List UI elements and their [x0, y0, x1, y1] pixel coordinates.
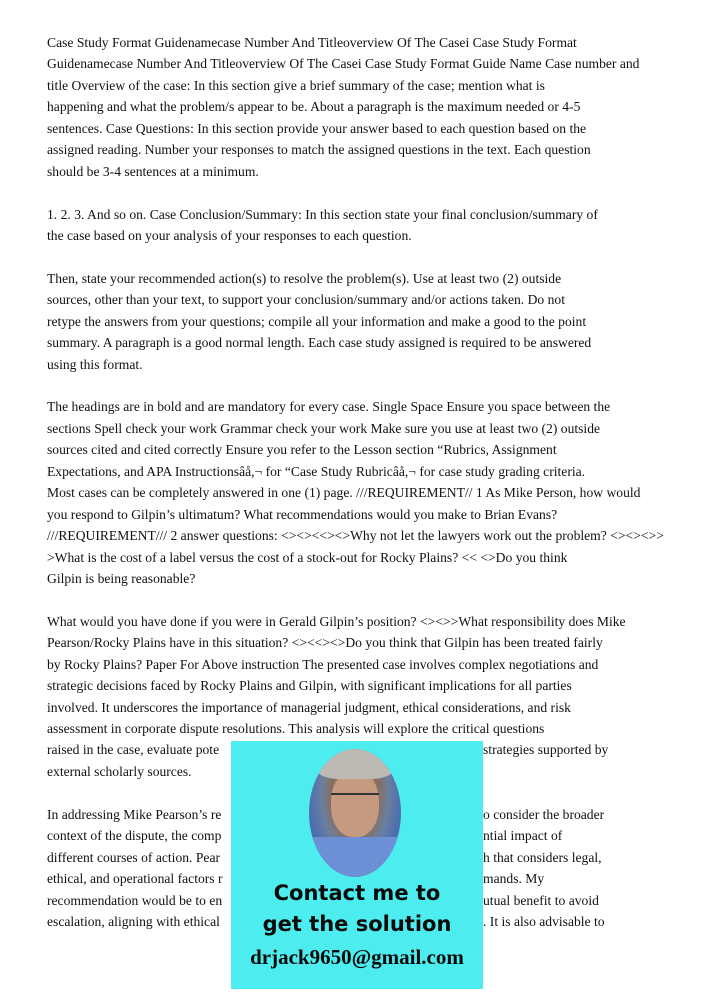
text-line: Case Study Format Guidenamecase Number And Titleoverview Of The Casei Case Study Format	[47, 35, 577, 50]
text-line: assessment in corporate dispute resolutions. This analysis will explore the critical questions	[47, 721, 545, 736]
text-fragment-right: o consider the broader	[483, 806, 605, 822]
text-fragment-right: utual benefit to avoid	[483, 892, 599, 908]
text-line: sources, other than your text, to support your conclusion/summary and/or actions taken. Do not	[47, 292, 565, 308]
paragraph-gap	[47, 375, 707, 396]
text-fragment-left: context of the dispute, the comp	[47, 828, 222, 844]
text-line: involved. It underscores the importance of managerial judgment, ethical considerations, and risk	[47, 699, 571, 715]
text-fragment-right: h that considers legal,	[483, 849, 602, 865]
text-fragment-left: escalation, aligning with ethical	[47, 913, 220, 929]
text-fragment-left: recommendation would be to en	[47, 892, 223, 908]
author-photo	[309, 749, 401, 877]
text-line: title Overview of the case: In this section give a brief summary of the case; mention what is	[47, 77, 545, 93]
text-line: ///REQUIREMENT/// 2 answer questions: <><><<><>Why not let the lawyers work out the problem? <><><>>	[47, 528, 664, 544]
text-line: sources cited and cited correctly Ensure you refer to the Lesson section “Rubrics, Assignment	[47, 442, 557, 458]
text-line: >What is the cost of a label versus the cost of a stock-out for Rocky Plains? << <>Do you think	[47, 549, 568, 565]
text-line: should be 3-4 sentences at a minimum.	[47, 163, 259, 179]
text-line: The headings are in bold and are mandatory for every case. Single Space Ensure you space between the	[47, 399, 611, 415]
text-fragment-left: raised in the case, evaluate pote	[47, 742, 220, 758]
ad-line-2: get the solution	[262, 912, 452, 936]
text-fragment-right: mands. My	[483, 871, 545, 887]
text-line: strategic decisions faced by Rocky Plains and Gilpin, with significant implications for all parties	[47, 678, 572, 694]
paragraph	[47, 204, 707, 247]
contact-ad-banner[interactable]	[231, 741, 483, 989]
text-line: by Rocky Plains? Paper For Above instruction The presented case involves complex negotiations and	[47, 656, 599, 672]
text-line: summary. A paragraph is a good normal length. Each case study assigned is required to be answered	[47, 335, 592, 351]
text-line: retype the answers from your questions; compile all your information and make a good to the point	[47, 313, 587, 329]
text-line: 1. 2. 3. And so on. Case Conclusion/Summary: In this section state your final conclusion/summary of	[47, 206, 598, 222]
text-line: What would you have done if you were in Gerald Gilpin’s position? <><>>What responsibility does Mike	[47, 613, 626, 629]
text-line: Most cases can be completely answered in one (1) page. ///REQUIREMENT// 1 As Mike Person, how would	[47, 485, 641, 501]
text-line: Gilpin is being reasonable?	[47, 570, 196, 586]
paragraph	[47, 32, 707, 182]
text-line: happening and what the problem/s appear to be. About a paragraph is the maximum needed or 4-5	[47, 99, 581, 115]
text-line: Then, state your recommended action(s) to resolve the problem(s). Use at least two (2) outside	[47, 270, 562, 286]
paragraph-gap	[47, 246, 707, 267]
paragraph	[47, 396, 707, 589]
text-line: sections Spell check your work Grammar check your work Make sure you use at least two (2) outside	[47, 420, 601, 436]
text-line: assigned reading. Number your responses to match the assigned questions in the text. Each question	[47, 142, 591, 158]
text-line: sentences. Case Questions: In this section provide your answer based to each question based on the	[47, 120, 587, 136]
paragraph-gap	[47, 589, 707, 610]
text-fragment-left: different courses of action. Pear	[47, 849, 221, 865]
text-fragment-right: . It is also advisable to	[483, 913, 605, 929]
text-fragment-left: ethical, and operational factors r	[47, 871, 223, 887]
ad-line-1: Contact me to	[273, 881, 441, 905]
text-fragment-left: external scholarly sources.	[47, 763, 192, 779]
text-line: Pearson/Rocky Plains have in this situation? <><<><>Do you think that Gilpin has been treated fairly	[47, 635, 603, 651]
text-fragment-right: ntial impact of	[483, 828, 563, 844]
text-fragment-right: strategies supported by	[483, 742, 609, 758]
text-line: you respond to Gilpin’s ultimatum? What recommendations would you make to Brian Evans?	[47, 506, 558, 522]
text-line: the case based on your analysis of your responses to each question.	[47, 227, 412, 243]
paragraph	[47, 268, 707, 375]
text-line: Expectations, and APA Instructionsâå,¬ for “Case Study Rubricâå,¬ for case study grading criteria.	[47, 463, 586, 479]
paragraph-gap	[47, 182, 707, 203]
text-fragment-left: In addressing Mike Pearson’s re	[47, 806, 222, 822]
text-line: Guidenamecase Number And Titleoverview Of The Casei Case Study Format Guide Name Case number and	[47, 56, 640, 72]
text-line: using this format.	[47, 356, 143, 372]
contact-email[interactable]: drjack9650@gmail.com	[250, 945, 464, 969]
